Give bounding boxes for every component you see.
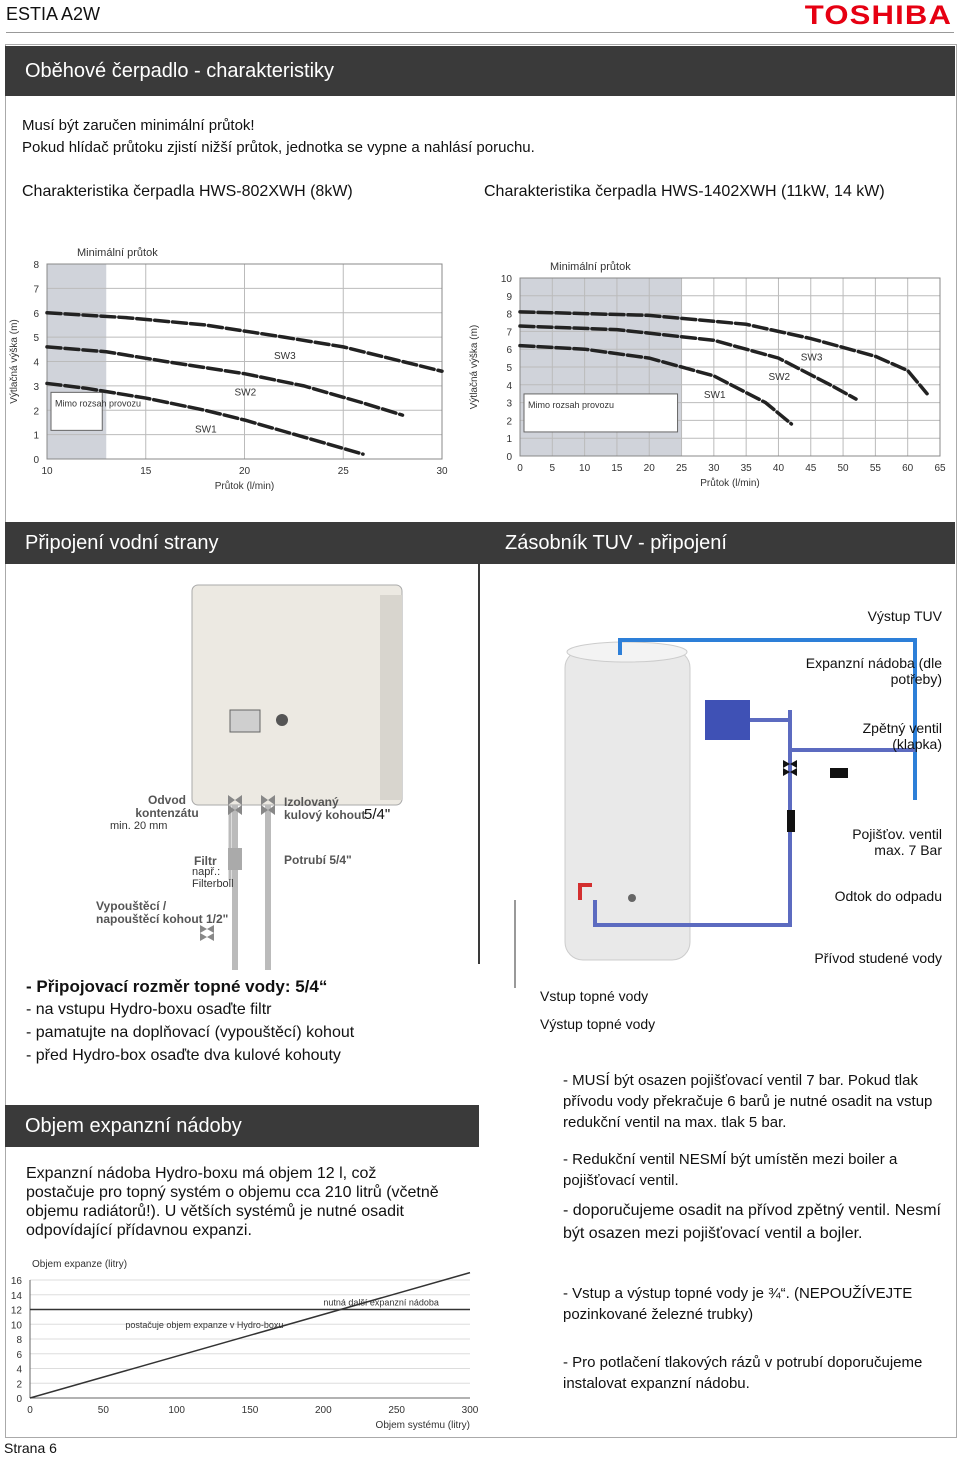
x-tick-label: 40 (772, 463, 785, 474)
label-privod: Přívod studené vody (814, 950, 942, 966)
label-odtok: Odtok do odpadu (834, 888, 942, 904)
x-tick-label: 150 (241, 1405, 259, 1416)
y-axis-label: Výtlačná výška (m) (9, 319, 20, 404)
label-izolovany: Izolovaný kulový kohout (284, 795, 366, 822)
label-vypousteci: Vypouštěcí / napouštěcí kohout 1/2" (96, 899, 229, 926)
x-tick-label: 100 (168, 1405, 186, 1416)
expansion-vessel (705, 700, 750, 740)
vertical-divider (478, 564, 480, 964)
bullet-right-5: - Pro potlačení tlakových rázů v potrubí doporučujeme instalovat expanzní nádobu. (563, 1354, 923, 1392)
y-tick-label: 8 (16, 1335, 22, 1346)
bullet-right-1: - MUSÍ být osazen pojišťovací ventil 7 bar. Pokud tlak přívodu vody překračuje 6 barů je nutné osadit na vstup redukční ventil na max. tlak 5 bar. (563, 1072, 933, 1131)
y-tick-label: 10 (500, 274, 512, 285)
y-tick-label: 1 (33, 430, 39, 442)
page-number: Strana 6 (4, 1440, 57, 1456)
hydrobox-body (192, 585, 402, 805)
x-tick-label: 5 (549, 463, 556, 474)
x-tick-label: 10 (41, 466, 53, 477)
x-tick-label: 50 (837, 463, 849, 474)
tank-port-icon (628, 894, 636, 902)
chart2-caption: Charakteristika čerpadla HWS-1402XWH (11kW, 14 kW) (484, 183, 885, 200)
x-axis-label: Objem systému (litry) (375, 1420, 470, 1430)
y-tick-label: 2 (506, 416, 512, 428)
x-tick-label: 25 (675, 463, 688, 474)
bullet-left-3: - pamatujte na doplňovací (vypouštěcí) kohout (26, 1024, 355, 1041)
x-axis-label: Průtok (l/min) (700, 478, 760, 489)
x-tick-label: 0 (517, 463, 523, 474)
x-tick-label: 60 (902, 463, 914, 474)
drain-valve-icon (200, 925, 214, 941)
x-tick-label: 35 (740, 463, 752, 474)
section-title-bar-connections (5, 522, 955, 564)
section-title-pump-text: Oběhové čerpadlo - charakteristiky (25, 59, 335, 82)
x-tick-label: 65 (934, 463, 946, 474)
chart1-caption: Charakteristika čerpadla HWS-802XWH (8kW) (22, 183, 353, 200)
series-label: SW2 (768, 372, 791, 384)
bullet-right-2: - Redukční ventil NESMÍ být umístěn mezi boiler a pojišťovací ventil. (563, 1151, 898, 1189)
region-label: Mimo rozsah provozu (55, 398, 142, 409)
chart-title: Objem expanze (litry) (32, 1259, 128, 1270)
y-tick-label: 1 (506, 434, 512, 446)
pump-chart-14kw (465, 240, 950, 502)
bullet-left-4: - před Hydro-box osaďte dva kulové kohouty (26, 1047, 341, 1064)
x-tick-label: 10 (579, 463, 591, 474)
y-tick-label: 8 (506, 309, 512, 321)
series-label: SW3 (800, 352, 823, 364)
y-tick-label: 12 (10, 1305, 22, 1317)
x-tick-label: 50 (97, 1405, 109, 1416)
y-tick-label: 16 (10, 1276, 22, 1287)
y-tick-label: 5 (33, 333, 39, 345)
section-title-expansion-text: Objem expanzní nádoby (25, 1114, 242, 1137)
y-tick-label: 3 (33, 381, 39, 393)
label-napr: např.: Filterboll (192, 866, 234, 890)
x-tick-label: 55 (869, 463, 881, 474)
y-tick-label: 2 (16, 1379, 22, 1391)
expansion-chart (5, 1255, 485, 1430)
x-tick-label: 15 (611, 463, 623, 474)
x-tick-label: 15 (140, 466, 152, 477)
y-tick-label: 5 (506, 363, 512, 374)
y-tick-label: 9 (506, 291, 512, 303)
y-tick-label: 7 (33, 284, 39, 296)
y-tick-label: 4 (16, 1364, 22, 1376)
y-tick-label: 14 (10, 1290, 22, 1302)
x-tick-label: 30 (436, 466, 448, 477)
x-tick-label: 200 (314, 1405, 332, 1416)
label-min20: min. 20 mm (110, 820, 168, 832)
label-vystup-tuv: Výstup TUV (867, 608, 942, 624)
x-tick-label: 300 (461, 1405, 479, 1416)
section-title-pump (5, 46, 955, 96)
label-pojistovaci: Pojišťov. ventil max. 7 Bar (852, 826, 942, 858)
x-tick-label: 20 (238, 466, 251, 477)
label-expanzni: Expanzní nádoba (dle potřeby) (805, 655, 942, 687)
y-tick-label: 0 (16, 1394, 22, 1405)
section-title-dhw-tank: Zásobník TUV - připojení (505, 531, 727, 554)
y-tick-label: 6 (16, 1349, 22, 1361)
pressure-gauge-icon (276, 714, 288, 726)
y-tick-label: 7 (506, 327, 512, 339)
series-label: SW3 (274, 351, 296, 363)
y-tick-label: 0 (33, 455, 39, 466)
series-label: SW2 (234, 387, 257, 399)
safety-valve-icon (787, 810, 795, 832)
bullet-left-2: - na vstupu Hydro-boxu osaďte filtr (26, 1001, 272, 1018)
x-tick-label: 30 (708, 463, 720, 474)
x-tick-label: 0 (27, 1405, 33, 1416)
y-tick-label: 4 (506, 380, 512, 392)
expansion-text: Expanzní nádoba Hydro-boxu má objem 12 l, což postačuje pro topný systém o objemu cca 210 litrů (včetně objemu radiátorů!). U větších systémů je nutné osadit odpovídající přídavnou expanzi. (26, 1165, 439, 1239)
series-line (30, 1273, 470, 1398)
label-vystup-topne: Výstup topné vody (540, 1016, 656, 1032)
section-title-expansion (5, 1105, 479, 1147)
intro-line-2: Pokud hlídač průtoku zjistí nižší průtok, jednotka se vypne a nahlásí poruchu. (22, 139, 535, 156)
y-tick-label: 0 (506, 452, 512, 463)
x-tick-label: 45 (805, 463, 817, 474)
label-potrubi: Potrubí 5/4" (284, 853, 352, 867)
label-odvod: Odvod kontenzátu (135, 793, 199, 820)
x-axis-label: Průtok (l/min) (214, 481, 275, 492)
bullet-right-4: - Vstup a výstup topné vody je ¾“. (NEPOUŽÍVEJTE pozinkované železné trubky) (563, 1285, 913, 1323)
x-tick-label: 250 (388, 1405, 406, 1416)
label-size: 5/4" (364, 806, 391, 823)
model-name: ESTIA A2W (6, 4, 101, 24)
y-tick-label: 2 (33, 406, 39, 418)
y-tick-label: 4 (33, 357, 39, 369)
chart-title: Minimální průtok (77, 247, 158, 259)
annotation: nutná další expanzní nádoba (323, 1297, 439, 1308)
hydrobox-side (380, 595, 402, 800)
label-zpetny: Zpětný ventil (klapka) (862, 720, 942, 752)
bullet-left-1: - Připojovací rozměr topné vody: 5/4“ (26, 977, 328, 996)
dhw-tank (565, 650, 690, 960)
y-tick-label: 10 (10, 1320, 22, 1332)
y-axis-label: Výtlačná výška (m) (469, 324, 480, 410)
y-tick-label: 6 (506, 345, 512, 357)
y-tick-label: 6 (33, 308, 39, 320)
brand-logo: TOSHIBA (804, 0, 952, 30)
y-tick-label: 3 (506, 398, 512, 410)
label-vstup-topne: Vstup topné vody (540, 988, 649, 1004)
bullet-right-3: - doporučujeme osadit na přívod zpětný ventil. Nesmí být osazen mezi pojišťovací ventil a bojler. (563, 1202, 941, 1242)
series-label: SW1 (703, 389, 726, 401)
header-divider (6, 32, 954, 33)
label-filtr: Filtr (194, 854, 217, 868)
x-tick-label: 20 (643, 463, 655, 474)
y-tick-label: 8 (33, 260, 39, 271)
annotation: postačuje objem expanze v Hydro-boxu (125, 1319, 284, 1330)
intro-line-1: Musí být zaručen minimální průtok! (22, 117, 255, 134)
valve-handle-icon (830, 768, 848, 778)
chart-title: Minimální průtok (550, 261, 631, 273)
x-tick-label: 25 (337, 466, 349, 477)
pump-chart-8kw (5, 228, 465, 500)
tank-top (567, 642, 687, 662)
series-label: SW1 (195, 424, 217, 436)
region-label: Mimo rozsah provozu (528, 399, 615, 410)
control-panel (230, 710, 260, 732)
section-title-water-side: Připojení vodní strany (25, 531, 219, 554)
